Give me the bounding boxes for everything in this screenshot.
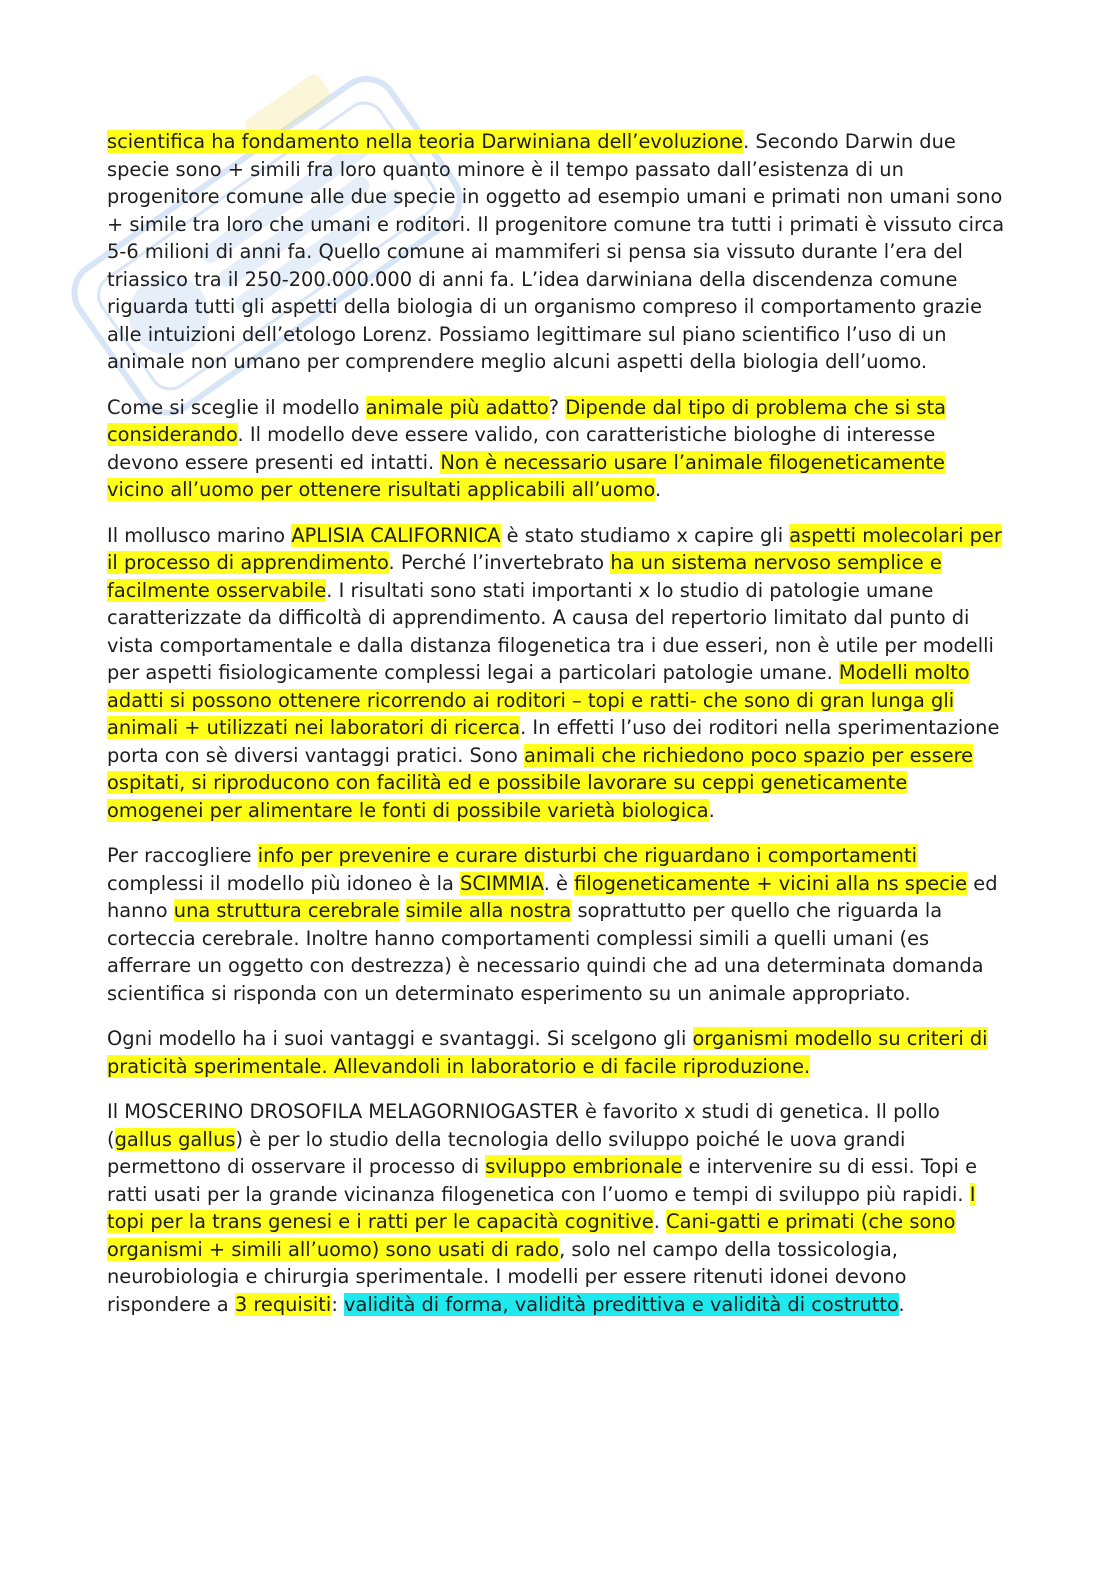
- text-run: complessi il modello più idoneo è la: [107, 871, 461, 895]
- paragraph-5: [107, 1025, 1007, 1080]
- text-run: .: [708, 798, 715, 822]
- highlighted-text: una struttura cerebrale: [173, 899, 400, 922]
- text-run: .: [654, 478, 662, 501]
- text-run: Il MOSCERINO DROSOFILA MELAGORNIOGASTER è favorito x studi di genetica. Il pollo (: [107, 1100, 940, 1151]
- document-body: [107, 128, 1007, 1336]
- paragraph-6: [107, 1098, 1007, 1318]
- highlighted-text: animali che richiedono poco spazio per essere ospitati, si riproducono con facilità ed e possibile lavorare su ceppi geneticamente omogenei per alimentare le fonti di possibile varietà biologica: [107, 743, 974, 822]
- text-run: . è: [543, 871, 575, 895]
- highlighted-text: Cani-gatti e primati (che sono organismi + simili all’uomo) sono usati di rado: [107, 1210, 956, 1261]
- text-run: . Il modello deve essere valido, con caratteristiche biologhe di interesse devono essere presenti ed intatti.: [107, 423, 936, 474]
- paragraph-4: [107, 842, 1007, 1007]
- highlighted-text: Dipende dal tipo di problema che si sta considerando: [107, 395, 946, 446]
- highlighted-text: filogeneticamente + vicini alla ns specie: [574, 871, 968, 895]
- highlighted-text-cyan: validità di forma, validità predittiva e validità di costrutto: [344, 1292, 899, 1316]
- text-run: .: [898, 1292, 905, 1316]
- text-run: Il mollusco marino: [107, 523, 292, 547]
- highlighted-text: gallus gallus: [114, 1127, 236, 1151]
- text-run: Ogni modello ha i suoi vantaggi e svantaggi. Si scelgono gli: [107, 1027, 693, 1050]
- highlighted-text: ha un sistema nervoso semplice e facilmente osservabile: [107, 551, 942, 602]
- highlighted-text: scientifica ha fondamento nella teoria Darwiniana dell’evoluzione: [107, 130, 744, 153]
- paragraph-2: [107, 394, 1007, 504]
- paragraph-3: [107, 522, 1007, 825]
- text-run: :: [331, 1292, 345, 1316]
- highlighted-text: animale più adatto: [365, 395, 549, 419]
- text-run: è stato studiamo x capire gli: [500, 523, 790, 547]
- text-run: .: [653, 1210, 667, 1233]
- highlighted-text: info per prevenire e curare disturbi che riguardano i comportamenti: [257, 844, 917, 867]
- highlighted-text: aspetti molecolari per il processo di apprendimento: [107, 523, 1002, 574]
- text-run: . In effetti l’uso dei roditori nella sperimentazione porta con sè diversi vantaggi pratici. Sono: [107, 716, 1000, 767]
- highlighted-text: simile alla nostra: [405, 899, 572, 922]
- text-run: ?: [548, 395, 566, 419]
- highlighted-text: organismi modello su criteri di praticità sperimentale. Allevandoli in laboratorio e di facile riproduzione.: [107, 1027, 988, 1078]
- text-run: Come si sceglie il modello: [107, 395, 366, 419]
- highlighted-text: I topi per la trans genesi e i ratti per le capacità cognitive: [107, 1182, 976, 1233]
- text-run: ed hanno: [107, 871, 998, 922]
- text-run: [399, 899, 405, 922]
- text-run: . Perché l’invertebrato: [388, 551, 611, 574]
- text-run: , solo nel campo della tossicologia, neurobiologia e chirurgia sperimentale. I modelli per essere ritenuti idonei devono rispondere a: [107, 1237, 907, 1316]
- text-run: ) è per lo studio della tecnologia dello sviluppo poiché le uova grandi permettono di osservare il processo di: [107, 1127, 906, 1178]
- highlighted-text: APLISIA CALIFORNICA: [291, 523, 501, 547]
- highlighted-text: Modelli molto adatti si possono ottenere ricorrendo ai roditori – topi e ratti- che sono di gran lunga gli animali + utilizzati nei laboratori di ricerca: [107, 661, 970, 739]
- text-run: soprattutto per quello che riguarda la corteccia cerebrale. Inoltre hanno comportamenti complessi simili a quelli umani (es afferrare un oggetto con destrezza) è necessario quindi che ad una determinata domanda scientifica si risponda con un determinato esperimento su un animale appropriato.: [107, 899, 984, 1005]
- text-run: Per raccogliere: [107, 844, 258, 867]
- text-run: . I risultati sono stati importanti x lo studio di patologie umane caratterizzate da difficoltà di apprendimento. A causa del repertorio limitato dal punto di vista comportamentale e dalla distanza filogenetica tra i due esseri, non è utile per modelli per aspetti fisiologicamente complessi legai a particolari patologie umane.: [107, 578, 994, 684]
- highlighted-text: Non è necessario usare l’animale filogeneticamente vicino all’uomo per ottenere risultati applicabili all’uomo: [107, 450, 945, 501]
- text-run: e intervenire su di essi. Topi e ratti usati per la grande vicinanza filogenetica con l’uomo e tempi di sviluppo più rapidi.: [107, 1155, 978, 1206]
- highlighted-text: SCIMMIA: [460, 871, 544, 895]
- paragraph-1: [107, 128, 1007, 376]
- highlighted-text: sviluppo embrionale: [485, 1155, 683, 1178]
- highlighted-text: 3 requisiti: [234, 1292, 332, 1316]
- text-run: . Secondo Darwin due specie sono + simili fra loro quanto minore è il tempo passato dall’esistenza di un progenitore comune alle due specie in oggetto ad esempio umani e primati non umani sono + simile tra loro che umani e roditori. Il progenitore comune tra tutti i primati è vissuto circa 5-6 milioni di anni fa. Quello comune ai mammiferi si pensa sia vissuto durante l’era del triassico tra il 250-200.000.000 di anni fa. L’idea darwiniana della discendenza comune riguarda tutti gli aspetti della biologia di un organismo compreso il comportamento grazie alle intuizioni dell’etologo Lorenz. Possiamo legittimare sul piano scientifico l’uso di un animale non umano per comprendere meglio alcuni aspetti della biologia dell’uomo.: [107, 130, 1005, 373]
